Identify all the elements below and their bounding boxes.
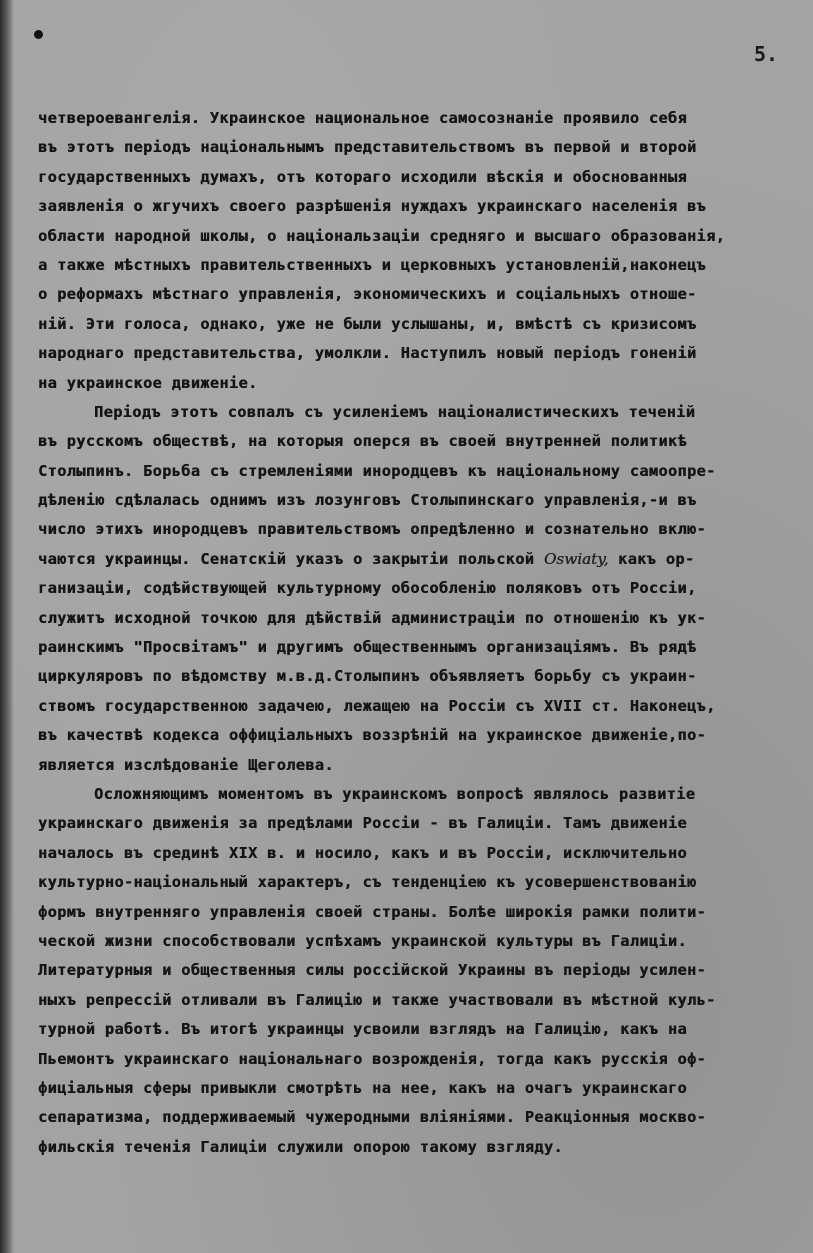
text-line (38, 1133, 798, 1162)
scan-edge-shadow (0, 0, 14, 1253)
typed-text: циркуляровъ по вѣдомству м.в.д.Столыпинъ объявляетъ борьбу съ украин- (38, 667, 697, 686)
text-line (38, 486, 798, 515)
text-line (38, 369, 798, 398)
typed-text: области народной школы, о національзаціи средняго и высшаго образованія, (38, 226, 726, 245)
typed-text: а также мѣстныхъ правительственныхъ и церковныхъ установленій,наконецъ (38, 255, 707, 274)
typed-text: ствомъ государственною задачею, лежащею на Россіи съ XVII ст. Наконецъ, (38, 696, 716, 715)
text-line (38, 809, 798, 838)
text-line (38, 927, 798, 956)
text-line (38, 398, 798, 427)
typed-text: дѣленію сдѣлалась однимъ изъ лозунговъ Столыпинскаго управленія,-и въ (38, 491, 697, 510)
typed-text: государственныхъ думахъ, отъ котораго исходили вѣскія и обоснованныя (38, 167, 687, 186)
typed-text: турной работѣ. Въ итогѣ украинцы усвоили взглядъ на Галицію, какъ на (38, 1020, 687, 1039)
typewritten-text-body (38, 104, 798, 1162)
paragraph (38, 398, 798, 780)
text-line (38, 662, 798, 691)
typed-text: фильскія теченія Галиціи служили опорою такому взгляду. (38, 1137, 563, 1156)
typed-text: Литературныя и общественныя силы россійской Украины въ періоды усилен- (38, 961, 707, 980)
text-line (38, 1015, 798, 1044)
text-line (38, 633, 798, 662)
text-line (38, 751, 798, 780)
typed-text: чаются украинцы. Сенатскій указъ о закрытіи польской (38, 549, 544, 568)
typed-text: сепаратизма, поддерживаемый чужеродными вліяніями. Реакціонныя москво- (38, 1108, 707, 1127)
typed-text: о реформахъ мѣстнаго управленія, экономическихъ и соціальныхъ отноше- (38, 285, 697, 304)
typed-text: число этихъ инородцевъ правительствомъ опредѣленно и сознательно вклю- (38, 520, 707, 539)
text-line (38, 839, 798, 868)
text-line (38, 339, 798, 368)
text-line (38, 251, 798, 280)
typed-text: Пьемонтъ украинскаго національнаго возрожденія, тогда какъ русскія оф- (38, 1049, 707, 1068)
typed-text: ганизаціи, содѣйствующей культурному обособленію поляковъ отъ Россіи, (38, 579, 697, 598)
typed-text: народнаго представительства, умолкли. Наступилъ новый періодъ гоненій (38, 344, 697, 363)
typed-text: въ русскомъ обществѣ, на которыя оперся въ своей внутренней политикѣ (38, 432, 687, 451)
text-line (38, 427, 798, 456)
text-line (38, 692, 798, 721)
typed-text: является изслѣдованіе Щеголева. (38, 755, 334, 774)
typed-text: ній. Эти голоса, однако, уже не были услышаны, и, вмѣстѣ съ кризисомъ (38, 314, 697, 333)
typed-text: какъ ор- (608, 549, 695, 568)
text-line (38, 574, 798, 603)
typed-text: раинскимъ "Просвітамъ" и другимъ общественнымъ организаціямъ. Въ рядѣ (38, 638, 697, 657)
typed-text: Періодъ этотъ совпалъ съ усиленіемъ націоналистическихъ теченій (94, 402, 696, 421)
text-line (38, 721, 798, 750)
text-line (38, 1103, 798, 1132)
typed-text: Столыпинъ. Борьба съ стремленіями инородцевъ къ національному самоопре- (38, 461, 716, 480)
paragraph (38, 104, 798, 398)
text-line (38, 515, 798, 544)
text-line (38, 192, 798, 221)
typed-text: украинскаго движенія за предѣлами Россіи - въ Галиціи. Тамъ движеніе (38, 814, 687, 833)
typed-text: формъ внутренняго управленія своей страны. Болѣе широкія рамки полити- (38, 902, 707, 921)
typed-text: Осложняющимъ моментомъ въ украинскомъ вопросѣ являлось развитіе (94, 784, 696, 803)
text-line (38, 604, 798, 633)
binding-hole-mark (34, 30, 43, 39)
text-line (38, 104, 798, 133)
text-line (38, 222, 798, 251)
typed-text: фиціальныя сферы привыкли смотрѣть на нее, какъ на очагъ украинскаго (38, 1078, 687, 1097)
text-line (38, 310, 798, 339)
typed-text: въ этотъ періодъ національнымъ представительствомъ въ первой и второй (38, 138, 697, 157)
typed-text: ческой жизни способствовали успѣхамъ украинской культуры въ Галиціи. (38, 931, 687, 950)
text-line (38, 1074, 798, 1103)
text-line (38, 545, 798, 574)
typed-text: на украинское движеніе. (38, 373, 258, 392)
text-line (38, 1045, 798, 1074)
text-line (38, 133, 798, 162)
paragraph (38, 780, 798, 1162)
typed-text: въ качествѣ кодекса оффиціальныхъ воззрѣній на украинское движеніе,по- (38, 726, 707, 745)
text-line (38, 986, 798, 1015)
text-line (38, 780, 798, 809)
typed-text: началось въ срединѣ XIX в. и носило, какъ и въ Россіи, исключительно (38, 843, 687, 862)
text-line (38, 898, 798, 927)
typed-text: четвероевангелія. Украинское национальное самосознаніе проявило себя (38, 109, 687, 127)
text-line (38, 956, 798, 985)
handwritten-insertion: Oswiaty, (543, 549, 609, 568)
page-number: 5. (754, 42, 779, 66)
typed-text: служитъ исходной точкою для дѣйствій администраціи по отношенію къ ук- (38, 608, 707, 627)
text-line (38, 457, 798, 486)
typed-text: культурно-національный характеръ, съ тенденціею къ усовершенствованію (38, 873, 697, 892)
text-line (38, 868, 798, 897)
typed-text: ныхъ репрессій отливали въ Галицію и также участвовали въ мѣстной куль- (38, 990, 716, 1009)
text-line (38, 163, 798, 192)
text-line (38, 280, 798, 309)
typed-text: заявленія о жгучихъ своего разрѣшенія нуждахъ украинскаго населенія въ (38, 197, 707, 216)
